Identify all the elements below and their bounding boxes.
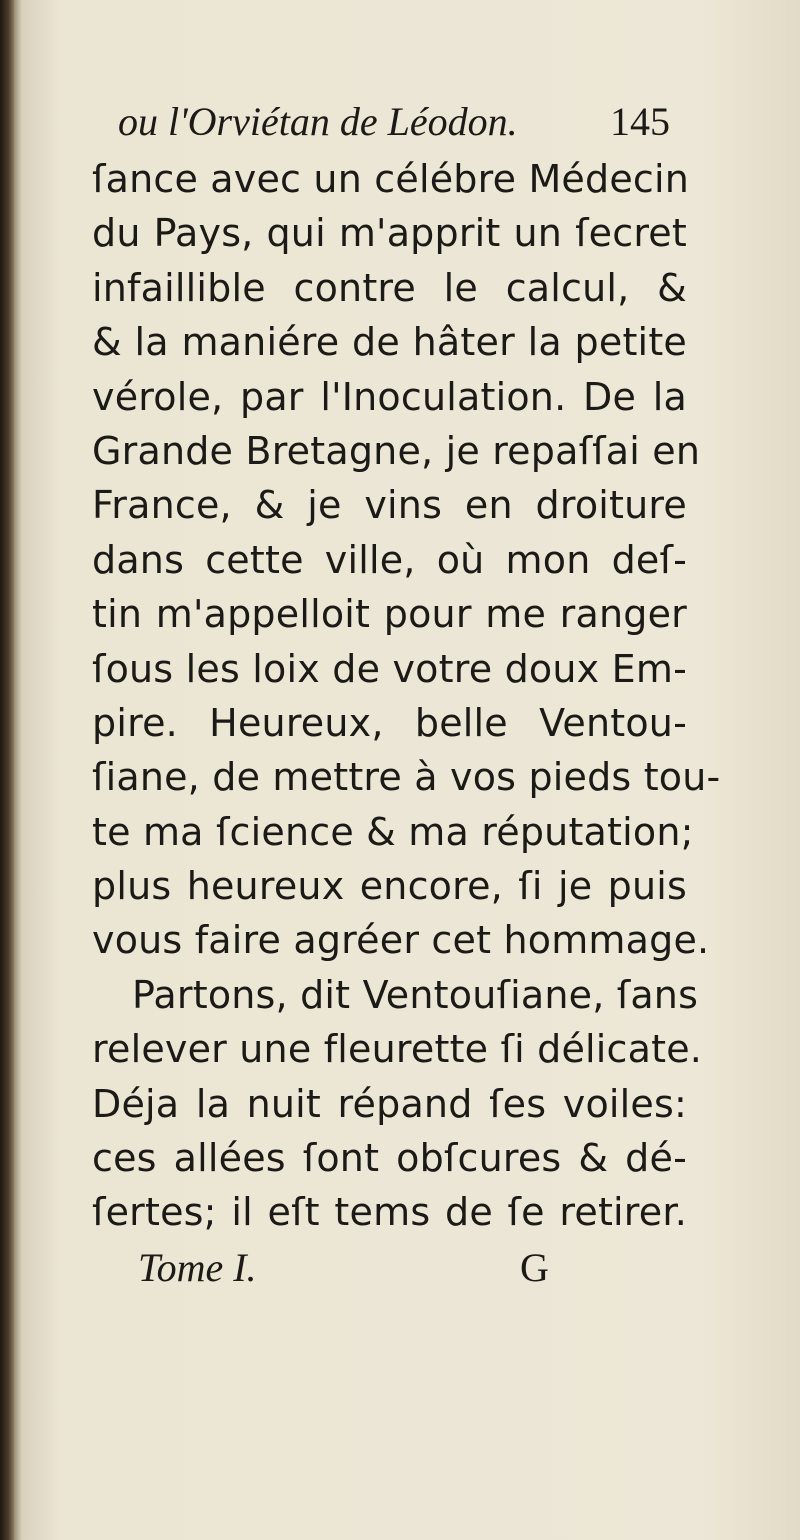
text-line: Partons, dit Ventouſiane, ſans xyxy=(132,972,699,1017)
text-line: vous faire agréer cet hommage. xyxy=(92,918,710,963)
volume-signature: Tome I. xyxy=(138,1245,257,1290)
text-line: Déja la nuit répand ſes voiles: xyxy=(92,1081,687,1126)
text-line: te ma ſcience & ma réputation; xyxy=(92,809,694,854)
text-line: ſance avec un célébre Médecin xyxy=(92,157,690,201)
text-line: dans cette ville, où mon deſ- xyxy=(92,537,687,582)
text-line: ſertes; il eſt tems de ſe retirer. xyxy=(92,1190,687,1235)
page-number: 145 xyxy=(610,99,670,144)
text-line: ſous les loix de votre doux Em- xyxy=(92,646,687,691)
text-line: infaillible contre le calcul, & xyxy=(92,265,687,310)
text-line: tin m'appelloit pour me ranger xyxy=(92,592,687,637)
running-head: ou l'Orviétan de Léodon. xyxy=(118,99,518,144)
text-line: relever une fleurette ſi délicate. xyxy=(92,1027,703,1072)
page-gutter-edge xyxy=(0,0,14,1540)
text-line: Grande Bretagne, je repaſſai en xyxy=(92,428,701,473)
text-line: du Pays, qui m'apprit un ſecret xyxy=(92,211,687,256)
text-line: pire. Heureux, belle Ventou- xyxy=(92,700,687,745)
text-line: plus heureux encore, ſi je puis xyxy=(92,864,687,909)
text-line: ſiane, de mettre à vos pieds tou- xyxy=(92,755,721,800)
body-text xyxy=(92,152,721,1240)
text-line: vérole, par l'Inoculation. De la xyxy=(92,374,687,419)
text-line: & la maniére de hâter la petite xyxy=(92,320,687,365)
text-line: ces allées ſont obſcures & dé- xyxy=(92,1136,687,1181)
gathering-mark: G xyxy=(520,1245,549,1290)
text-line: France, & je vins en droiture xyxy=(92,483,687,528)
